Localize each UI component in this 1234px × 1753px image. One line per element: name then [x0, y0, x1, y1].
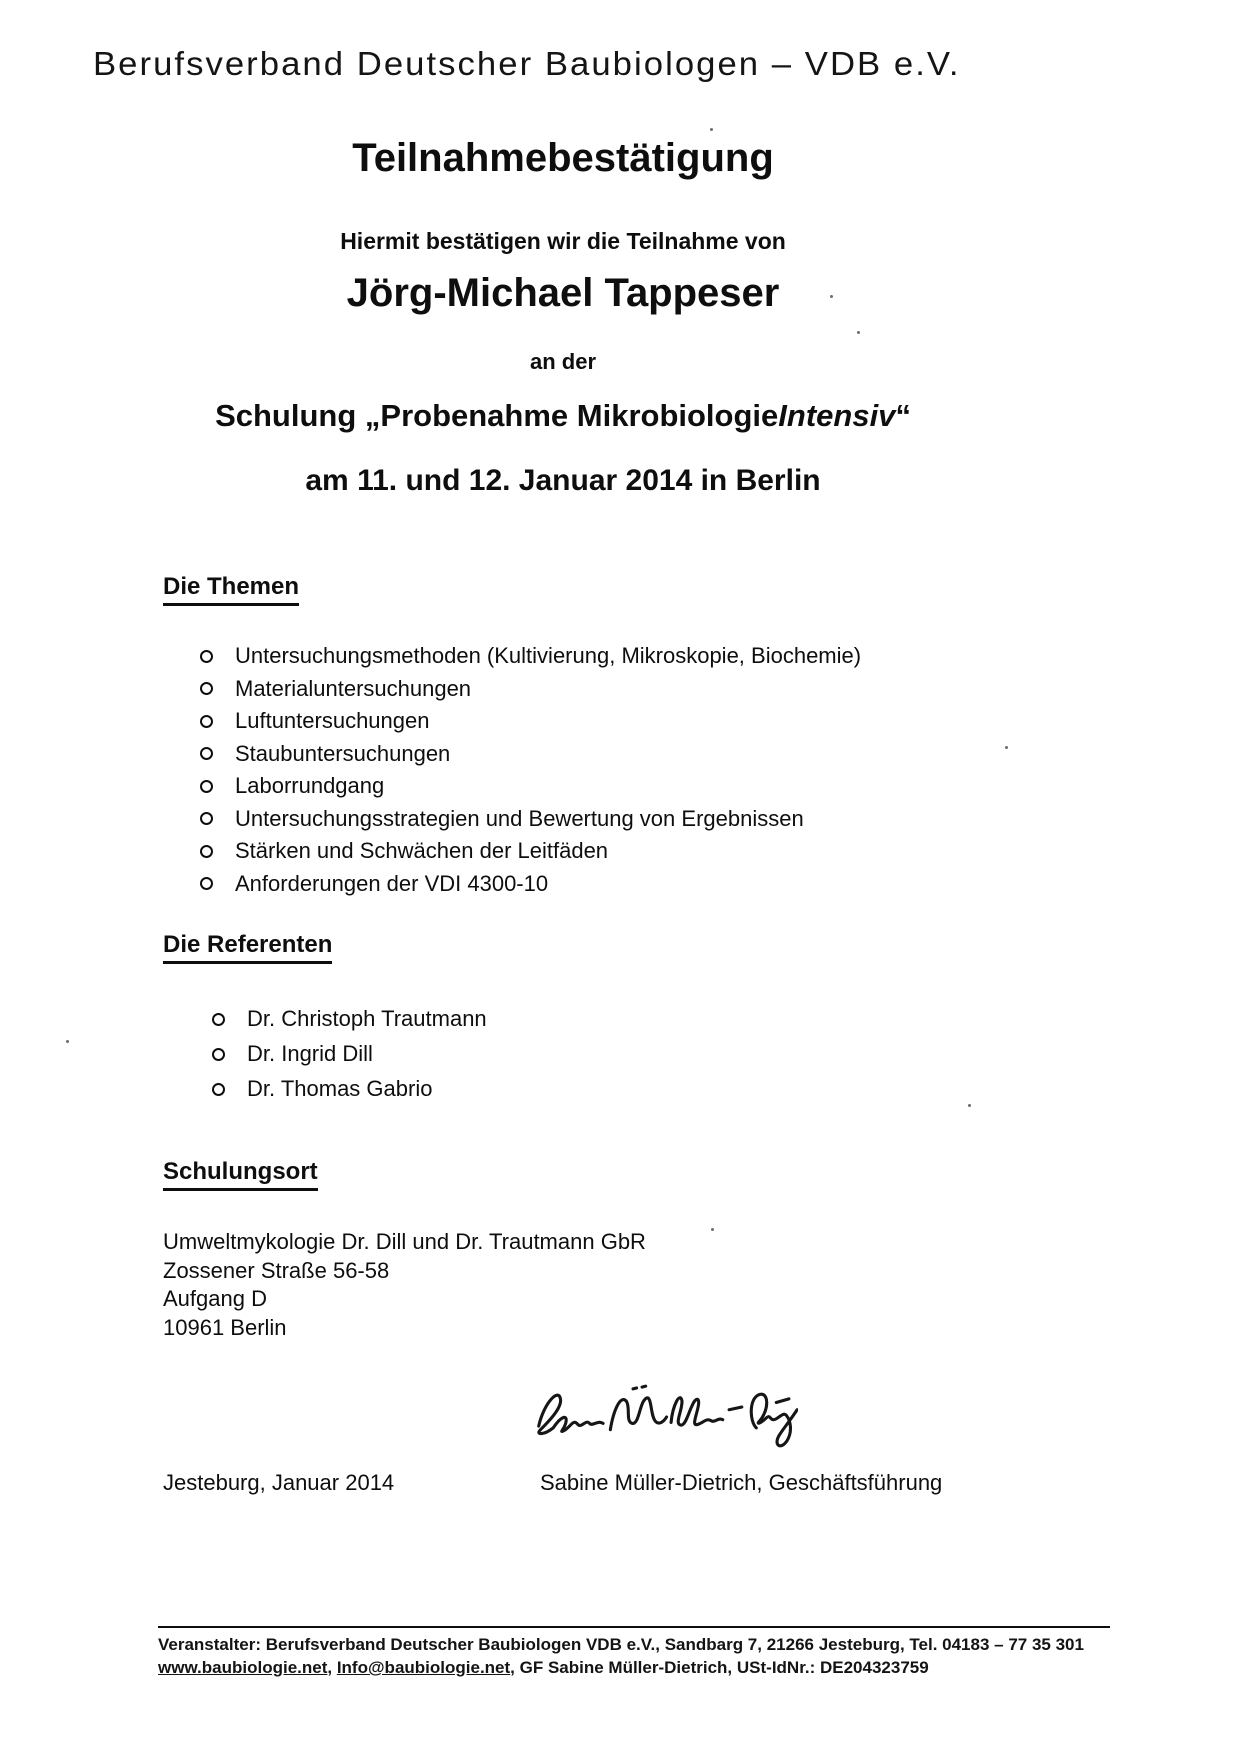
- list-item: [200, 710, 861, 732]
- connector-text: an der: [529, 349, 597, 374]
- footer-separator: ,: [327, 1658, 337, 1677]
- course-title: [0, 398, 1126, 434]
- topic-label: Materialuntersuchungen: [235, 675, 472, 701]
- scan-noise-dot: [1005, 746, 1008, 749]
- topic-label: Luftuntersuchungen: [235, 708, 430, 733]
- scan-noise-dot: [857, 331, 860, 334]
- participant-name: Jörg-Michael Tappeser: [346, 271, 780, 315]
- speaker-name: Dr. Thomas Gabrio: [247, 1076, 433, 1101]
- bullet-circle-icon: [200, 682, 213, 695]
- bullet-circle-icon: [200, 845, 213, 858]
- list-item: [200, 645, 861, 667]
- list-item: [200, 805, 861, 831]
- topic-label: Laborrundgang: [235, 773, 385, 798]
- footer-line-2: [158, 1656, 1110, 1679]
- bullet-circle-icon: [212, 1083, 225, 1096]
- venue-address-line: Zossener Straße 56-58: [163, 1257, 390, 1283]
- topic-label: Staubuntersuchungen: [235, 740, 451, 766]
- bullet-circle-icon: [200, 715, 213, 728]
- topic-label: Untersuchungsmethoden (Kultivierung, Mikroskopie, Biochemie): [235, 643, 862, 668]
- confirmation-intro-text: Hiermit bestätigen wir die Teilnahme von: [340, 228, 786, 254]
- venue-section-heading: Schulungsort: [163, 1158, 318, 1191]
- venue-address-line: 10961 Berlin: [163, 1314, 287, 1340]
- signer-name-title: Sabine Müller-Dietrich, Geschäftsführung: [540, 1470, 943, 1495]
- venue-address-block: [163, 1228, 646, 1342]
- list-item: [212, 1008, 487, 1030]
- bullet-circle-icon: [200, 650, 213, 663]
- topic-label: Stärken und Schwächen der Leitfäden: [235, 838, 609, 863]
- document-title: Teilnahmebestätigung: [352, 136, 774, 180]
- topic-label: Anforderungen der VDI 4300-10: [235, 870, 549, 896]
- bullet-circle-icon: [200, 747, 213, 760]
- bullet-circle-icon: [200, 877, 213, 890]
- scan-noise-dot: [711, 1228, 714, 1231]
- footer-line-1: Veranstalter: Berufsverband Deutscher Baubiologen VDB e.V., Sandbarg 7, 21266 Jesteburg, Tel. 04183 – 77 35 301: [158, 1635, 1084, 1654]
- list-item: [200, 870, 861, 896]
- speakers-section-heading: Die Referenten: [163, 931, 332, 964]
- bullet-circle-icon: [212, 1048, 225, 1061]
- course-title-emphasis: Intensiv: [778, 398, 896, 433]
- topic-label: Untersuchungsstrategien und Bewertung von Ergebnissen: [235, 805, 804, 831]
- list-item: [200, 840, 861, 862]
- course-date-location: am 11. und 12. Januar 2014 in Berlin: [305, 464, 821, 497]
- list-item: [200, 775, 861, 797]
- place-and-date: Jesteburg, Januar 2014: [163, 1470, 395, 1495]
- handwritten-signature-image: [526, 1368, 798, 1466]
- speaker-name: Dr. Ingrid Dill: [247, 1041, 373, 1066]
- list-item: [212, 1078, 487, 1100]
- list-item: [200, 675, 861, 701]
- scan-noise-dot: [830, 295, 833, 298]
- list-item: [200, 740, 861, 766]
- bullet-circle-icon: [200, 780, 213, 793]
- list-item: [212, 1043, 487, 1065]
- email-link: Info@baubiologie.net: [336, 1658, 511, 1677]
- bullet-circle-icon: [200, 812, 213, 825]
- venue-address-line: Umweltmykologie Dr. Dill und Dr. Trautmann GbR: [163, 1229, 646, 1254]
- course-title-suffix: “: [895, 398, 911, 433]
- organization-header: Berufsverband Deutscher Baubiologen – VDB e.V.: [93, 46, 961, 83]
- speaker-name: Dr. Christoph Trautmann: [247, 1006, 487, 1031]
- footer-line-2-rest: , GF Sabine Müller-Dietrich, USt-IdNr.: DE204323759: [510, 1658, 929, 1677]
- speakers-list: [212, 1008, 487, 1113]
- bullet-circle-icon: [212, 1013, 225, 1026]
- scan-noise-dot: [710, 128, 713, 131]
- venue-address-line: Aufgang D: [163, 1286, 267, 1311]
- scan-noise-dot: [968, 1104, 971, 1107]
- footer-imprint: [158, 1626, 1110, 1679]
- topics-list: [200, 645, 861, 905]
- course-title-prefix: Schulung „Probenahme Mikrobiologie: [215, 398, 779, 433]
- website-link: www.baubiologie.net: [158, 1658, 328, 1677]
- topics-section-heading: Die Themen: [163, 573, 299, 606]
- scan-noise-dot: [66, 1040, 69, 1043]
